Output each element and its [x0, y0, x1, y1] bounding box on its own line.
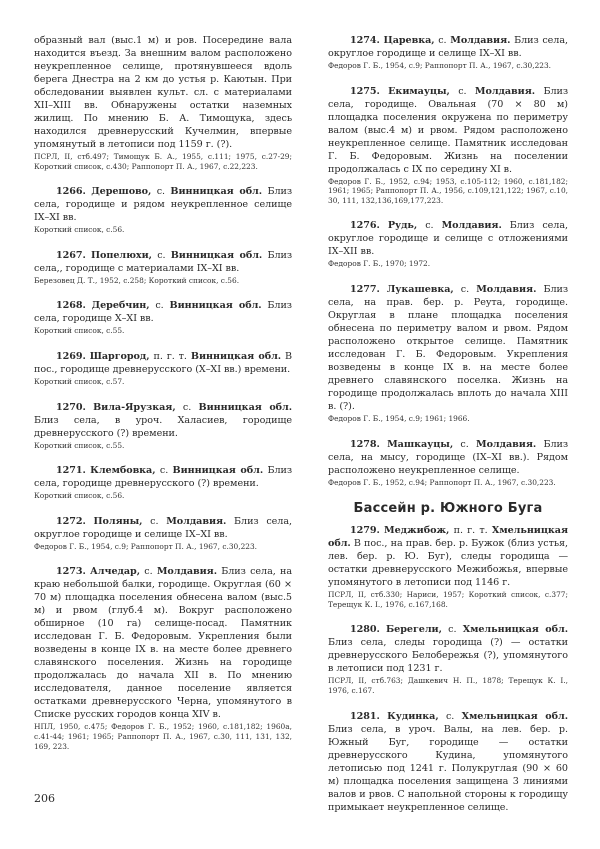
- continuation-entry: [34, 34, 292, 171]
- entry-1279: [328, 524, 568, 609]
- entry-name: Деребчин,: [91, 300, 150, 312]
- entry-1274: [328, 34, 568, 71]
- entry-number: 1280.: [350, 624, 380, 636]
- entry-text: Близ села, округлое городище и селище IX–XI вв.: [328, 35, 569, 59]
- entry-number: 1273.: [56, 566, 86, 578]
- entry-references: Березовец Д. Т., 1952, с.258; Короткий список, с.56.: [34, 275, 240, 285]
- entry-1281: [328, 710, 568, 814]
- entry-text: Близ села, городище древнерусского (?) времени.: [34, 465, 293, 490]
- entry-name: Берегели,: [386, 624, 442, 636]
- entry-region: Молдавия.: [476, 283, 537, 295]
- entry-type: с.: [157, 249, 166, 261]
- entry-type: с.: [445, 710, 455, 722]
- entry-references: Федоров Г. Б., 1952, с.94; 1953, с.105-112; 1960, с.181,182; 1961; 1965; Раппопорт П. А., 1956, с.109,121,122; 1967, с.10, 30, 111, 132,136,169,177,223.: [328, 176, 568, 205]
- entry-text: Близ села,, городище с материалами IX–XI вв.: [34, 249, 293, 274]
- entry-number: 1277.: [350, 283, 380, 295]
- entry-name: Шаргород,: [89, 350, 150, 362]
- entry-name: Кудинка,: [387, 710, 439, 722]
- entry-text: Близ села, округлое городище и селище IX–XI вв.: [34, 515, 292, 540]
- entry-references: ПСРЛ, II, стб.763; Дашкевич Н. П., 1878; Терещук К. І., 1976, с.167.: [328, 676, 568, 695]
- entry-number: 1271.: [56, 465, 86, 477]
- entry-1273: [34, 565, 292, 751]
- entry-number: 1267.: [56, 249, 86, 261]
- entry-references: Федоров Г. Б., 1954, с.9; Раппопорт П. А., 1967, с.30,223.: [34, 541, 258, 551]
- entry-region: Винницкая обл.: [172, 465, 264, 477]
- entry-type: с.: [460, 283, 470, 295]
- entry-type: с.: [144, 566, 153, 578]
- entry-name: Попелюхи,: [91, 249, 152, 261]
- entry-1271: [34, 464, 292, 501]
- entry-references: НПЛ, 1950, с.475; Федоров Г. Б., 1952; 1960, с.181,182; 1960а, с.41-44; 1961; 1965; Раппопорт П. А., 1967, с.30, 111, 131, 132, 169, 223.: [34, 722, 292, 751]
- entry-name: Екимауцы,: [388, 85, 450, 97]
- entry-name: Царевка,: [383, 35, 435, 46]
- entry-references: Федоров Г. Б., 1970; 1972.: [328, 259, 431, 269]
- entry-region: Хмельницкая обл.: [461, 710, 568, 722]
- entry-1278: [328, 438, 568, 488]
- entry-region: Винницкая обл.: [170, 249, 263, 261]
- entry-number: 1276.: [350, 220, 380, 232]
- entry-type: с.: [425, 220, 434, 232]
- entry-number: 1272.: [56, 515, 86, 527]
- entry-number: 1279.: [350, 525, 380, 537]
- entry-references: ПСРЛ, II, стб.497; Тимощук Б. А., 1955, с.111; 1975, с.27-29; Короткий список, с.430; Раппопорт П. А., 1967, с.22,223.: [34, 152, 292, 171]
- entry-references: Короткий список, с.56.: [34, 225, 125, 235]
- section-heading: Бассейн р. Южного Буга: [353, 501, 543, 517]
- entry-region: Винницкая обл.: [198, 401, 293, 413]
- entry-name: Меджибож,: [384, 525, 450, 537]
- entry-name: Лукашевка,: [386, 283, 454, 295]
- entry-region: Хмельницкая обл.: [462, 624, 568, 636]
- entry-1266: [34, 185, 292, 235]
- entry-region: Молдавия.: [166, 515, 227, 527]
- entry-1269: [34, 350, 292, 387]
- entry-type: п. г. т.: [453, 525, 488, 537]
- entry-text: Близ села, в уроч. Валы, на лев. бер. р. Южный Буг, городище — остатки древнерусского Кудина, упомянутого летописью под 1241 г. Полукруглая (90 × 60 м) площадка поселения защищена 3 линиями валов и рвов. С напольной стороны к городищу примыкает неукрепленное селище.: [328, 723, 568, 813]
- entry-1267: [34, 249, 292, 286]
- entry-number: 1274.: [350, 35, 380, 46]
- entry-name: Рудь,: [387, 220, 418, 232]
- entry-number: 1270.: [56, 401, 86, 413]
- entry-text: В пос., на прав. бер. р. Бужок (близ устья, лев. бер. р. Ю. Буг), следы городища — остатки древнерусского Межибожья, впервые упомянутого в летописи под 1146 г.: [328, 538, 568, 589]
- entry-region: Молдавия.: [441, 220, 502, 232]
- entry-references: ПСРЛ, II, стб.330; Нариси, 1957; Короткий список, с.377; Терещук К. І., 1976, с.167,168.: [328, 590, 568, 609]
- entry-text: Близ села, на прав. бер. р. Реута, городище. Округлая в плане площадка поселения обнесена по периметру валом и рвом. Рядом расположено открытое селище. Памятник исследован Г. Б. Федоровым. Укрепления возведены в конце IX в. на месте более древнего славянского поселка. Жизнь на городище продолжалась вплоть до начала XIII в. (?).: [328, 283, 569, 412]
- entry-references: Короткий список, с.55.: [34, 440, 125, 450]
- entry-1270: [34, 401, 292, 451]
- entry-type: с.: [182, 401, 192, 413]
- entry-region: Винницкая обл.: [169, 300, 262, 312]
- entry-references: Федоров Г. Б., 1954, с.9; Раппопорт П. А., 1967, с.30,223.: [328, 61, 552, 70]
- entry-text: Близ села, округлое городище и селище с отложениями IX–XII вв.: [328, 220, 569, 258]
- left-column: [34, 34, 292, 765]
- entry-text: Близ села, следы городища (?) — остатки древнерусского Белобережья (?), упомянутого в летописи под 1231 г.: [328, 637, 568, 675]
- entry-name: Вила-Ярузкая,: [93, 401, 176, 413]
- entry-1272: [34, 515, 292, 552]
- entry-type: с.: [448, 624, 457, 636]
- entry-text: Близ села, на краю небольшой балки, городище. Округлая (60 × 70 м) площадка поселения обнесена валом (выс.5 м) и рвом (глуб.4 м). Вокруг расположено обширное (10 га) селище-посад. Памятник исследован Г. Б. Федоровым. Укрепления были возведены в конце IX в. на месте более древнего славянского поселения. Жизнь на городище продолжалась до начала XII в. По мнению исследователя, данное поселение является остатками древнерусского Черна, упомянутого в Списке русских городов конца XIV в.: [34, 566, 292, 721]
- entry-type: с.: [155, 300, 164, 312]
- page-number: 206: [34, 792, 55, 805]
- entry-type: с.: [438, 35, 447, 46]
- entry-number: 1278.: [350, 438, 380, 450]
- entry-type: с.: [150, 515, 159, 527]
- entry-type: с.: [156, 186, 166, 198]
- entry-region: Молдавия.: [474, 85, 536, 97]
- entry-region: Молдавия.: [156, 566, 217, 578]
- entry-1276: [328, 219, 568, 269]
- entry-1275: [328, 85, 568, 206]
- entry-number: 1269.: [56, 350, 86, 362]
- entry-type: с.: [458, 85, 467, 97]
- entry-1268: [34, 299, 292, 336]
- entry-text: Близ села, городище. Овальная (70 × 80 м) площадка поселения окружена по периметру валом (выс.4 м) и рвом. Рядом расположено неукрепленное селище. Памятник исследован Г. Б. Федоровым. Жизнь на поселении продолжалась с IX по середину XI в.: [328, 85, 569, 175]
- right-column: [328, 34, 568, 828]
- entry-text: образный вал (выс.1 м) и ров. Посередине вала находится въезд. За внешним валом расположено неукрепленное селище, протянувшееся вдоль берега Днестра на 2 км до устья р. Каютын. При обследовании выявлен культ. сл. с материалами XII–XIII вв. Обнаружены остатки наземных жилищ. По мнению Б. А. Тимощука, здесь находился древнерусский Кучелмин, впервые упомянутый в летописи под 1159 г. (?).: [34, 35, 292, 150]
- entry-references: Короткий список, с.55.: [34, 326, 125, 336]
- entry-references: Короткий список, с.56.: [34, 491, 125, 501]
- entry-region: Хмельницкая обл.: [328, 525, 568, 550]
- entry-text: Близ села, на мысу, городище (IX–XI вв.). Рядом расположено неукрепленное селище.: [328, 438, 569, 476]
- entry-name: Клембовка,: [90, 465, 156, 477]
- entry-name: Машкауцы,: [387, 438, 454, 450]
- entry-number: 1275.: [350, 85, 380, 97]
- entry-number: 1266.: [56, 186, 86, 198]
- entry-region: Молдавия.: [450, 35, 511, 46]
- entry-name: Алчедар,: [90, 566, 141, 578]
- entry-references: Федоров Г. Б., 1954, с.9; 1961; 1966.: [328, 413, 470, 423]
- entry-text: Близ села, в уроч. Халасиев, городище древнерусского (?) времени.: [34, 414, 292, 439]
- entry-region: Винницкая обл.: [190, 350, 282, 362]
- entry-region: Молдавия.: [476, 438, 537, 450]
- entry-text: Близ села, городище X–XI вв.: [34, 300, 292, 325]
- entry-text: В пос., городище древнерусского (X–XI вв.) времени.: [34, 350, 293, 375]
- entry-1277: [328, 283, 568, 424]
- entry-number: 1281.: [350, 710, 380, 722]
- entry-text: Близ села, городище и рядом неукрепленное селище IX–XI вв.: [34, 186, 293, 224]
- entry-name: Дерешово,: [91, 186, 152, 198]
- entry-type: с.: [159, 465, 169, 477]
- entry-references: Короткий список, с.57.: [34, 376, 125, 386]
- entry-1280: [328, 623, 568, 695]
- entry-type: п. г. т.: [153, 350, 187, 362]
- entry-number: 1268.: [56, 300, 86, 312]
- entry-name: Поляны,: [93, 515, 143, 527]
- entry-region: Винницкая обл.: [170, 186, 263, 198]
- entry-type: с.: [460, 438, 469, 450]
- entry-references: Федоров Г. Б., 1952, с.94; Раппопорт П. А., 1967, с.30,223.: [328, 477, 556, 487]
